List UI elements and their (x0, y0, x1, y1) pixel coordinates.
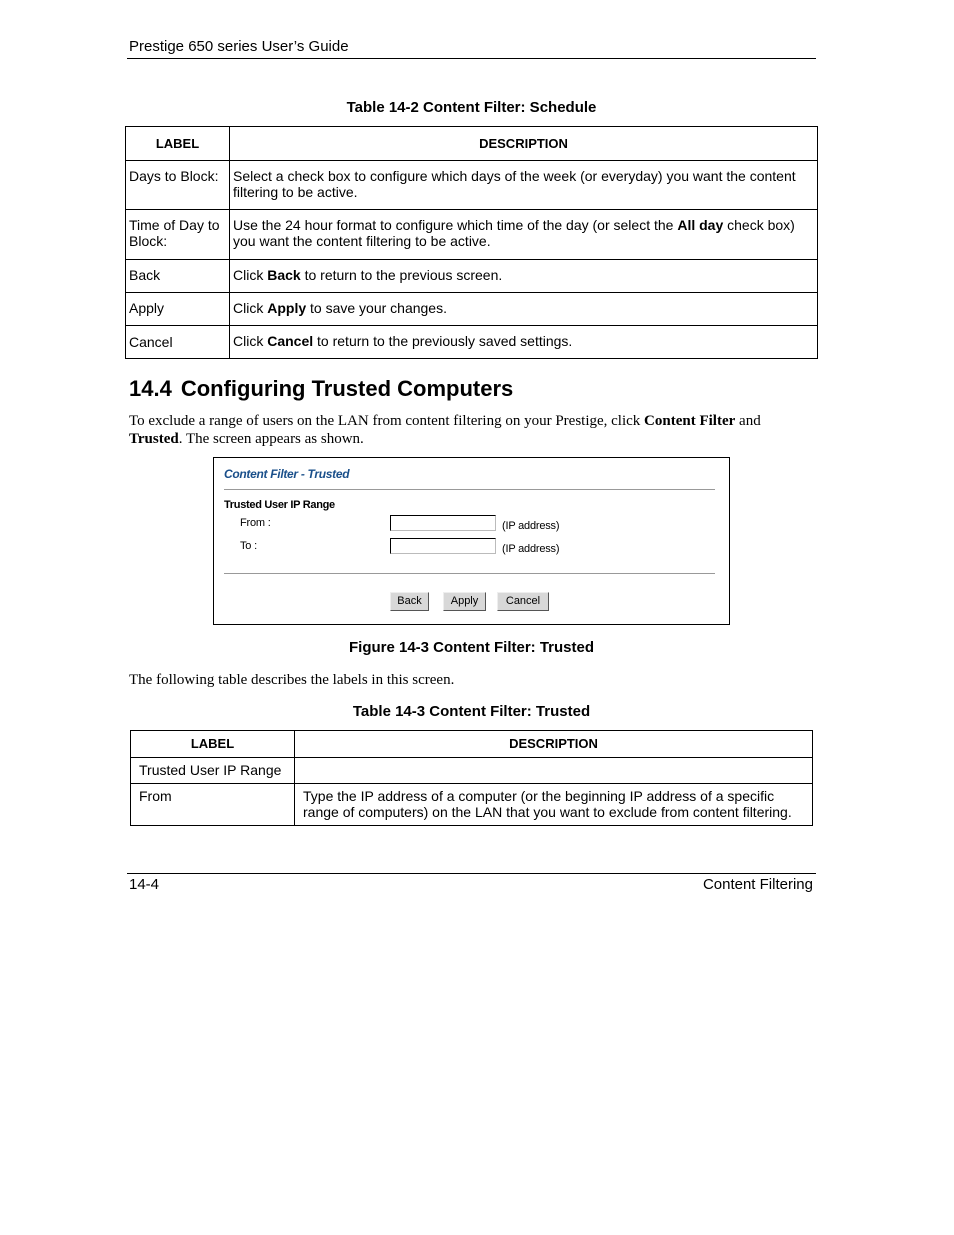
row-label: Days to Block: (129, 168, 219, 184)
row-description: Use the 24 hour format to configure which time of the day (or select the All day check box) you want the content filtering to be active. (233, 217, 795, 249)
table-row (126, 161, 818, 210)
row-label: From (139, 788, 172, 804)
figure-caption: Figure 14-3 Content Filter: Trusted (348, 639, 595, 656)
row-label: Apply (129, 300, 165, 316)
table2-caption: Table 14-3 Content Filter: Trusted (352, 703, 591, 720)
table-row (131, 784, 813, 826)
row-description: Select a check box to configure which days of the week (or everyday) you want the content filtering to be active. (233, 168, 796, 200)
table-row (131, 758, 813, 784)
row-label: Cancel (129, 334, 173, 350)
column-header-label: LABEL (126, 127, 230, 161)
column-header-label: LABEL (131, 731, 295, 758)
row-label: Time of Day to Block: (129, 217, 220, 249)
from-label: From : (240, 517, 271, 529)
row-description: Click Cancel to return to the previously saved settings. (233, 333, 573, 349)
from-ip-input[interactable] (390, 515, 496, 531)
column-header-description: DESCRIPTION (295, 731, 813, 758)
section-intro: To exclude a range of users on the LAN from content filtering on your Prestige, click Content Filter and Trusted. The screen appears as shown. (129, 413, 761, 447)
screen-title: Content Filter - Trusted (224, 467, 350, 481)
table-row (126, 210, 818, 260)
section-title: Configuring Trusted Computers (180, 376, 514, 401)
to-label: To : (240, 540, 257, 552)
following-text: The following table describes the labels in this screen. (129, 672, 455, 688)
row-description (303, 758, 809, 762)
table-row (126, 293, 818, 326)
table-row (126, 260, 818, 293)
table-row (126, 326, 818, 359)
cancel-button[interactable]: Cancel (497, 592, 549, 611)
back-button[interactable]: Back (390, 592, 429, 611)
column-header-description: DESCRIPTION (230, 127, 818, 161)
row-label: Back (129, 267, 161, 283)
row-label: Trusted User IP Range (139, 762, 282, 778)
screenshot-content-filter-trusted (213, 457, 730, 625)
table1-caption: Table 14-2 Content Filter: Schedule (346, 99, 597, 116)
footer-rule (127, 873, 816, 874)
page-header-title: Prestige 650 series User’s Guide (129, 38, 349, 55)
row-description: Click Back to return to the previous screen. (233, 267, 503, 283)
chapter-title: Content Filtering (702, 876, 813, 893)
trusted-range-label: Trusted User IP Range (224, 499, 335, 511)
header-rule (127, 58, 816, 59)
section-heading (129, 376, 513, 402)
trusted-table (130, 730, 813, 826)
screen-divider-bottom (224, 573, 715, 574)
row-description: Click Apply to save your changes. (233, 300, 447, 316)
apply-button[interactable]: Apply (443, 592, 486, 611)
to-ip-hint: (IP address) (502, 543, 560, 555)
row-description: Type the IP address of a computer (or the beginning IP address of a specific range of computers) on the LAN that you want to exclude from content filtering. (303, 788, 792, 820)
table-header-row (126, 127, 818, 161)
schedule-table (125, 126, 818, 359)
to-ip-input[interactable] (390, 538, 496, 554)
from-ip-hint: (IP address) (502, 520, 560, 532)
screen-divider-top (224, 489, 715, 490)
section-number: 14.4 (129, 376, 172, 401)
page-number: 14-4 (129, 876, 160, 893)
table-header-row (131, 731, 813, 758)
